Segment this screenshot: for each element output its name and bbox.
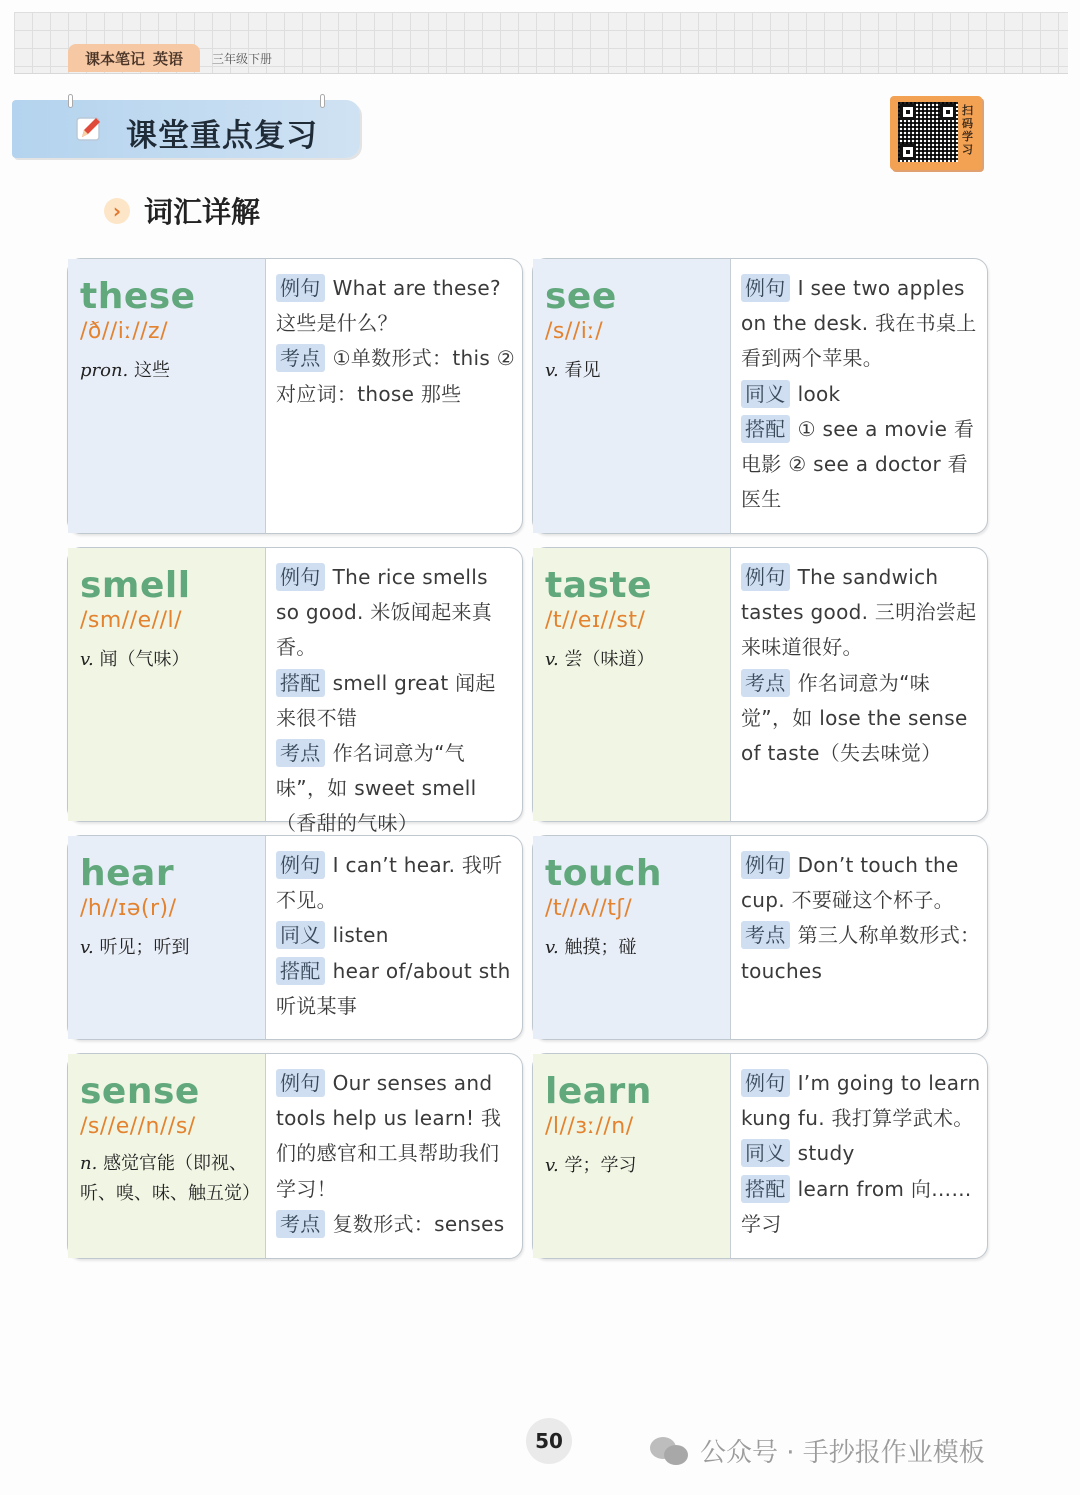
detail-text: look <box>797 381 841 406</box>
vocab-card-smell <box>67 547 523 836</box>
phonetic: /ð//iː//z/ <box>80 319 169 344</box>
part-of-speech: v. <box>545 1155 559 1176</box>
tag-example: 例句 <box>741 1069 790 1097</box>
vocab-word <box>545 277 730 317</box>
tag-synonym: 同义 <box>741 1139 790 1167</box>
word-meaning <box>80 354 265 387</box>
detail-text: Don’t touch the cup. 不要碰这个杯子。 <box>741 853 959 913</box>
phonetic: /sm//e//l/ <box>80 608 183 633</box>
detail-column <box>266 259 522 533</box>
meaning-text: 尝（味道） <box>564 649 655 670</box>
part-of-speech: n. <box>80 1153 98 1174</box>
detail-column <box>266 1054 522 1258</box>
meaning-text: 看见 <box>564 360 601 381</box>
detail-line <box>276 1066 516 1207</box>
detail-text: 第三人称单数形式：touches <box>741 923 981 983</box>
detail-text: hear of/about sth 听说某事 <box>276 958 511 1018</box>
detail-line <box>276 666 516 736</box>
word-column <box>68 1054 266 1258</box>
phonetic: /h//ɪə(r)/ <box>80 896 177 921</box>
tag-collocation: 搭配 <box>276 669 325 697</box>
meaning-text: 这些 <box>134 360 171 381</box>
meaning-text: 学；学习 <box>564 1155 637 1176</box>
part-of-speech: v. <box>545 649 559 670</box>
phonetic: /l//ɜː//n/ <box>545 1114 634 1139</box>
vocab-card-taste <box>532 547 988 822</box>
tag-example: 例句 <box>276 851 325 879</box>
detail-text: study <box>797 1141 855 1166</box>
word-meaning <box>545 643 730 676</box>
phonetic: /s//iː/ <box>545 319 604 344</box>
detail-line <box>741 377 981 412</box>
word-column <box>533 1054 731 1258</box>
vocab-word <box>545 1072 730 1112</box>
detail-column <box>731 836 987 1039</box>
tag-collocation: 搭配 <box>741 1175 790 1203</box>
part-of-speech: v. <box>545 360 559 381</box>
detail-text: 作名词意为“气味”，如 sweet smell（香甜的气味） <box>276 741 477 836</box>
grade-label: 三年级下册 <box>212 52 273 66</box>
detail-line <box>741 918 981 988</box>
detail-line <box>276 271 516 341</box>
word-text: these <box>80 276 196 317</box>
tag-synonym: 同义 <box>276 921 325 949</box>
word-column <box>533 259 731 533</box>
detail-text: ①单数形式：this ②对应词：those 那些 <box>276 346 515 406</box>
watermark <box>650 1432 985 1469</box>
phonetic: /t//ʌ//tʃ/ <box>545 896 633 921</box>
phonetic: /t//eɪ//st/ <box>545 608 646 633</box>
detail-column <box>731 548 987 821</box>
book-label-notes: 课本笔记 <box>84 49 145 68</box>
meaning-text: 触摸；碰 <box>564 937 637 958</box>
vocab-card-see <box>532 258 988 534</box>
chevron-right-icon: › <box>104 198 130 224</box>
word-text: taste <box>545 565 653 606</box>
detail-text: What are these? 这些是什么？ <box>276 276 501 336</box>
tag-example: 例句 <box>276 1069 325 1097</box>
vocab-card-these <box>67 258 523 534</box>
detail-line <box>741 848 981 918</box>
watermark-text: 公众号 · 手抄报作业模板 <box>700 1438 985 1468</box>
vocab-subheading-title: 词汇详解 <box>144 195 261 229</box>
word-meaning <box>80 931 265 964</box>
detail-line <box>276 848 516 918</box>
detail-text: ① see a movie 看电影 ② see a doctor 看医生 <box>741 416 975 512</box>
detail-column <box>266 836 522 1039</box>
detail-line <box>741 1136 981 1171</box>
meaning-text: 感觉官能（即视、听、嗅、味、触五觉） <box>80 1153 260 1204</box>
word-column <box>533 836 731 1039</box>
book-badge <box>68 44 200 72</box>
tag-example: 例句 <box>741 274 790 302</box>
detail-line <box>276 736 516 842</box>
vocab-word <box>545 854 730 894</box>
part-of-speech: v. <box>545 937 559 958</box>
banner-pin-left <box>68 94 73 108</box>
vocab-card-sense <box>67 1053 523 1259</box>
tag-synonym: 同义 <box>741 380 790 408</box>
tag-key-point: 考点 <box>276 1210 325 1238</box>
detail-line <box>741 271 981 377</box>
vocab-card-touch <box>532 835 988 1040</box>
tag-key-point: 考点 <box>741 921 790 949</box>
vocab-word <box>80 277 265 317</box>
detail-text: I’m going to learn kung fu. 我打算学武术。 <box>741 1071 981 1131</box>
detail-column <box>731 259 987 533</box>
detail-line <box>276 1207 516 1242</box>
meaning-text: 听见；听到 <box>99 937 190 958</box>
vocab-card-hear <box>67 835 523 1040</box>
wechat-icon <box>650 1435 690 1467</box>
word-column <box>68 548 266 821</box>
word-text: sense <box>80 1071 200 1112</box>
detail-text: Our senses and tools help us learn! 我们的感官和工具帮助我们学习！ <box>276 1071 502 1201</box>
word-text: see <box>545 276 617 317</box>
detail-text: learn from 向……学习 <box>741 1176 972 1236</box>
banner-title: 课堂重点复习 <box>126 118 318 154</box>
word-meaning <box>545 1149 730 1182</box>
vocab-word <box>80 854 265 894</box>
word-meaning <box>80 1149 265 1209</box>
word-text: hear <box>80 853 175 894</box>
word-text: learn <box>545 1071 652 1112</box>
detail-line <box>276 954 516 1024</box>
detail-line <box>741 1066 981 1136</box>
detail-text: I see two apples on the desk. 我在书桌上看到两个苹果。 <box>741 276 977 371</box>
page-number: 50 <box>526 1418 572 1464</box>
qr-code-icon <box>898 102 958 162</box>
word-column <box>68 836 266 1039</box>
tag-key-point: 考点 <box>741 669 790 697</box>
meaning-text: 闻（气味） <box>99 649 190 670</box>
vocab-word <box>80 566 265 606</box>
detail-text: 复数形式：senses <box>332 1211 505 1236</box>
word-meaning <box>545 354 730 387</box>
word-meaning <box>545 931 730 964</box>
detail-text: The rice smells so good. 米饭闻起来真香。 <box>276 565 493 660</box>
vocab-subheading <box>104 190 260 231</box>
part-of-speech: v. <box>80 937 94 958</box>
qr-label: 扫码学习 <box>962 104 973 156</box>
word-column <box>68 259 266 533</box>
tag-example: 例句 <box>276 563 325 591</box>
tag-key-point: 考点 <box>276 739 325 767</box>
vocab-word <box>80 1072 265 1112</box>
detail-line <box>276 918 516 953</box>
tag-example: 例句 <box>741 563 790 591</box>
detail-column <box>731 1054 987 1258</box>
detail-text: I can’t hear. 我听不见。 <box>276 853 503 913</box>
part-of-speech: pron. <box>80 360 129 381</box>
qr-code-box[interactable] <box>890 96 982 170</box>
tag-key-point: 考点 <box>276 344 325 372</box>
detail-line <box>741 560 981 666</box>
detail-line <box>276 560 516 666</box>
book-label-subject: 英语 <box>153 49 184 68</box>
detail-text: The sandwich tastes good. 三明治尝起来味道很好。 <box>741 565 977 660</box>
part-of-speech: v. <box>80 649 94 670</box>
vocab-word <box>545 566 730 606</box>
word-text: smell <box>80 565 191 606</box>
detail-line <box>276 341 516 411</box>
detail-line <box>741 1172 981 1242</box>
tag-collocation: 搭配 <box>741 415 790 443</box>
detail-column <box>266 548 522 836</box>
word-meaning <box>80 643 265 676</box>
tag-collocation: 搭配 <box>276 957 325 985</box>
detail-line <box>741 412 981 518</box>
detail-text: smell great 闻起来很不错 <box>276 670 496 730</box>
detail-text: listen <box>332 923 389 948</box>
detail-text: 作名词意为“味觉”，如 lose the sense of taste（失去味觉） <box>741 670 968 766</box>
word-text: touch <box>545 853 663 894</box>
vocab-card-learn <box>532 1053 988 1259</box>
phonetic: /s//e//n//s/ <box>80 1114 196 1139</box>
banner-pin-right <box>320 94 325 108</box>
tag-example: 例句 <box>741 851 790 879</box>
detail-line <box>741 666 981 772</box>
pencil-icon <box>70 110 108 146</box>
tag-example: 例句 <box>276 274 325 302</box>
word-column <box>533 548 731 821</box>
